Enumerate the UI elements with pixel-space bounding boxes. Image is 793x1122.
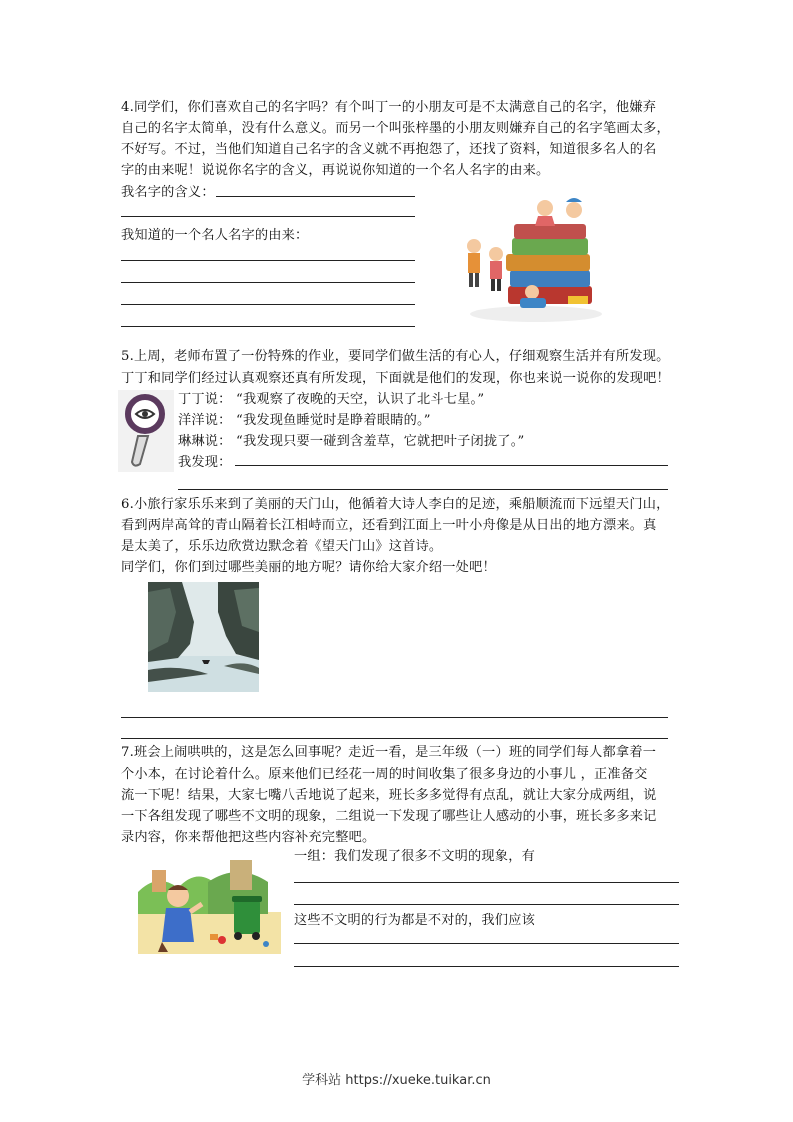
q7-line-2: 个小本，在讨论着什么。原来他们已经花一周的时间收集了很多身边的小事儿 ，正准备交 (121, 767, 648, 782)
my-discovery-answer-line-2[interactable] (178, 489, 668, 490)
statement-linlin-text: “我发现只要一碰到含羞草，它就把叶子闭拢了。” (236, 434, 525, 449)
q5-line-1: 5.上周，老师布置了一份特殊的作业，要同学们做生活的有心人，仔细观察生活并有所发现。 (121, 349, 670, 364)
q4-line-3: 不好写。不过，当他们知道自己名字的含义就不再抱怨了，还找了资料，知道很多名人的名 (121, 142, 657, 157)
famous-name-answer-line[interactable] (121, 260, 415, 261)
magnifying-glass-icon (118, 390, 174, 472)
my-discovery-label: 我发现： (178, 455, 232, 470)
famous-name-answer-line[interactable] (121, 304, 415, 305)
statement-dingding-text: “我观察了夜晚的天空，认识了北斗七星。” (236, 392, 485, 407)
q4-line-4: 字的由来呢！说说你名字的含义，再说说你知道的一个名人名字的由来。 (121, 163, 550, 178)
famous-name-answer-line[interactable] (121, 326, 415, 327)
children-reading-books-illustration (460, 196, 602, 324)
famous-name-answer-line[interactable] (121, 282, 415, 283)
q5-line-2: 丁丁和同学们经过认真观察还真有所发现，下面就是他们的发现，你也来说一说你的发现吧！ (121, 371, 670, 386)
q6-line-2: 看到两岸高耸的青山隔着长江相峙而立，还看到江面上一叶小舟像是从日出的地方漂来。真 (121, 518, 657, 533)
statement-dingding-speaker: 丁丁说： (178, 392, 232, 407)
famous-name-label: 我知道的一个名人名字的由来： (121, 228, 309, 243)
q6-line-1: 6.小旅行家乐乐来到了美丽的天门山，他循着大诗人李白的足迹，乘船顺流而下远望天门山， (121, 497, 670, 512)
name-meaning-label: 我名字的含义： (121, 185, 215, 200)
uncivil-behavior-answer-line-2[interactable] (294, 904, 679, 905)
group1-label: 一组：我们发现了很多不文明的现象，有 (294, 849, 535, 864)
q7-line-1: 7.班会上闹哄哄的，这是怎么回事呢？走近一看，是三年级（一）班的同学们每人都拿着一 (121, 745, 657, 760)
should-answer-line-2[interactable] (294, 966, 679, 967)
statement-yangyang-text: “我发现鱼睡觉时是睁着眼睛的。” (236, 413, 431, 428)
statement-yangyang-speaker: 洋洋说： (178, 413, 232, 428)
travel-intro-answer-line[interactable] (121, 717, 668, 718)
q7-line-5: 录内容，你来帮他把这些内容补充完整吧。 (121, 830, 376, 845)
name-meaning-answer-line[interactable] (216, 196, 415, 197)
q6-line-3: 是太美了，乐乐边欣赏边默念着《望天门山》这首诗。 (121, 539, 443, 554)
footer-watermark: 学科站 https://xueke.tuikar.cn (302, 1073, 491, 1088)
uncivil-behavior-answer-line[interactable] (294, 882, 679, 883)
statement-linlin-speaker: 琳琳说： (178, 434, 232, 449)
name-meaning-answer-line-2[interactable] (121, 216, 415, 217)
q7-line-4: 一下各组发现了哪些不文明的现象，二组说一下发现了哪些让人感动的小事，班长多多来记 (121, 809, 657, 824)
littering-scene-illustration (138, 852, 281, 954)
q6-line-4: 同学们，你们到过哪些美丽的地方呢？请你给大家介绍一处吧！ (121, 560, 496, 575)
should-label: 这些不文明的行为都是不对的，我们应该 (294, 913, 535, 928)
q4-line-2: 自己的名字太简单，没有什么意义。而另一个叫张梓墨的小朋友则嫌弃自己的名字笔画太多， (121, 121, 670, 136)
travel-intro-answer-line-2[interactable] (121, 738, 668, 739)
tianmen-mountain-painting (148, 582, 259, 692)
my-discovery-answer-line[interactable] (235, 465, 668, 466)
q7-line-3: 流一下呢！结果，大家七嘴八舌地说了起来，班长多多觉得有点乱，就让大家分成两组，说 (121, 788, 657, 803)
q4-line-1: 4.同学们，你们喜欢自己的名字吗？有个叫丁一的小朋友可是不太满意自己的名字，他嫌弃 (121, 100, 657, 115)
should-answer-line[interactable] (294, 943, 679, 944)
